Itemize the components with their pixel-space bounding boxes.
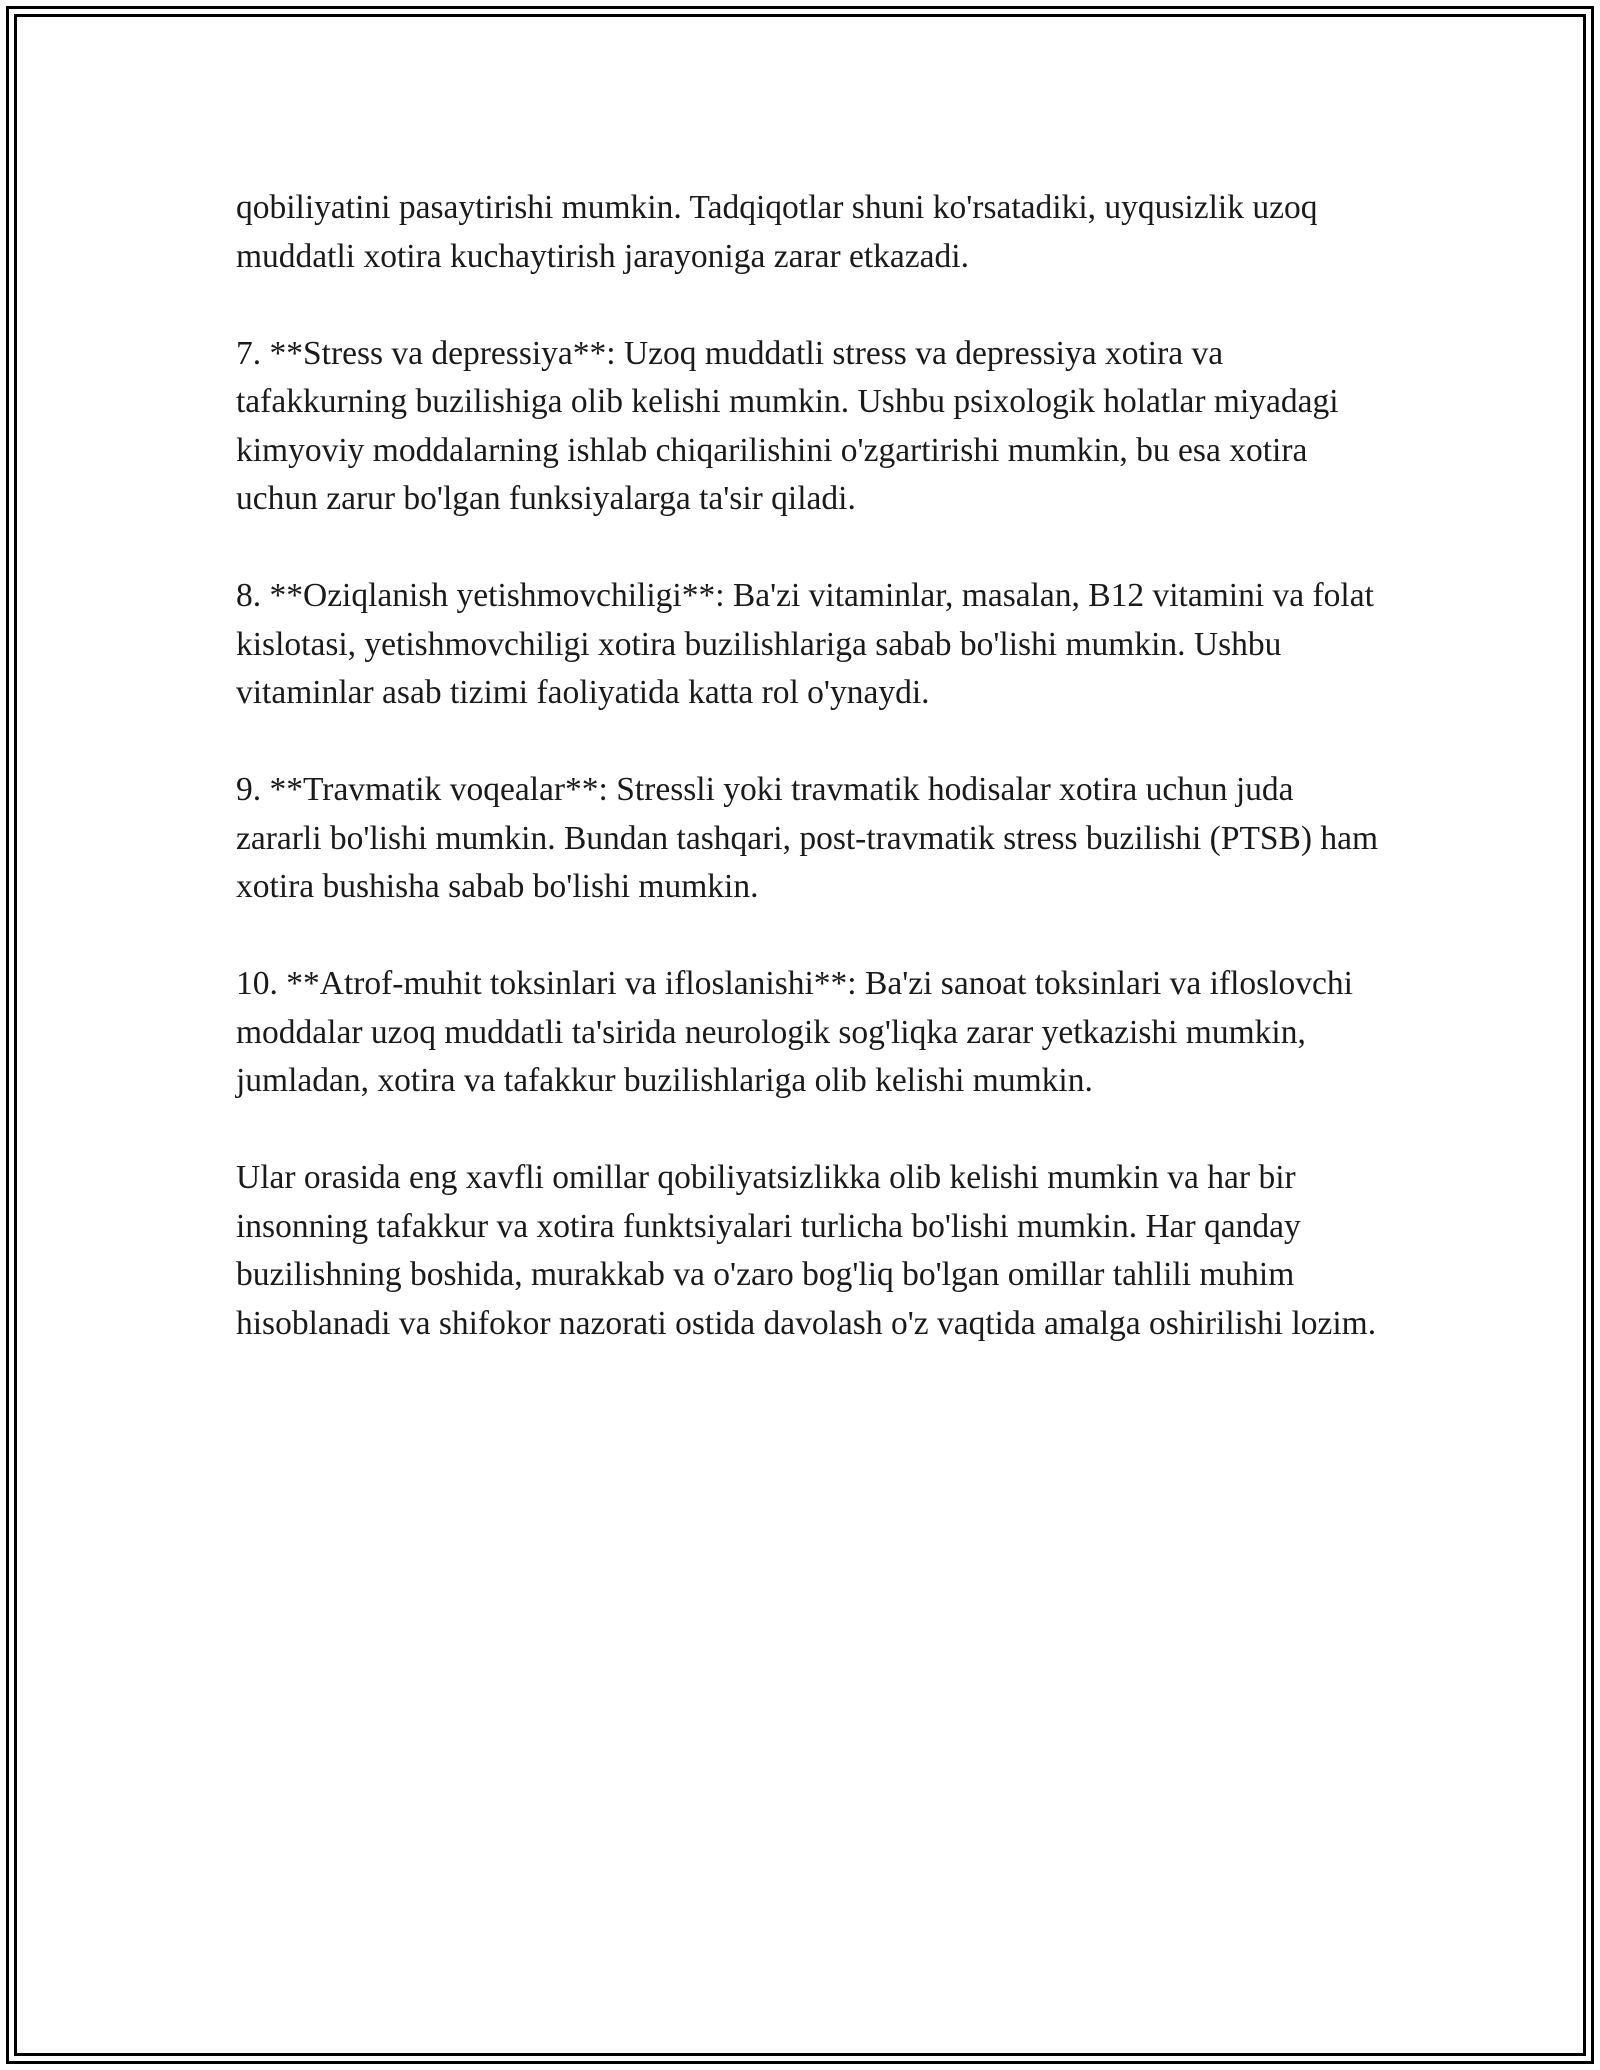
paragraph-item-8: 8. **Oziqlanish yetishmovchiligi**: Ba'zi vitaminlar, masalan, B12 vitamini va folat kislotasi, yetishmovchiligi xotira buzilishlariga sabab bo'lishi mumkin. Ushbu vitaminlar asab tizimi faoliyatida katta rol o'ynaydi. xyxy=(236,577,1374,711)
paragraph-conclusion: Ular orasida eng xavfli omillar qobiliyatsizlikka olib kelishi mumkin va har bir insonning tafakkur va xotira funktsiyalari turlicha bo'lishi mumkin. Har qanday buzilishning boshida, murakkab va o'zaro bog'liq bo'lgan omillar tahlili muhim hisoblanadi va shifokor nazorati ostida davolash o'z vaqtida amalga oshirilishi lozim. xyxy=(236,1159,1377,1342)
paragraph-item-7: 7. **Stress va depressiya**: Uzoq muddatli stress va depressiya xotira va tafakkurning buzilishiga olib kelishi mumkin. Ushbu psixologik holatlar miyadagi kimyoviy moddalarning ishlab chiqarilishini o'zgartirishi mumkin, bu esa xotira uchun zarur bo'lgan funksiyalarga ta'sir qiladi. xyxy=(236,334,1339,517)
paragraph-continuation: qobiliyatini pasaytirishi mumkin. Tadqiqotlar shuni ko'rsatadiki, uyqusizlik uzoq muddatli xotira kuchaytirish jarayoniga zarar etkazadi. xyxy=(236,189,1318,275)
paragraph-item-9: 9. **Travmatik voqealar**: Stressli yoki travmatik hodisalar xotira uchun juda zararli bo'lishi mumkin. Bundan tashqari, post-travmatik stress buzilishi (PTSB) ham xotira bushisha sabab bo'lishi mumkin. xyxy=(236,771,1379,905)
paragraph-item-10: 10. **Atrof-muhit toksinlari va ifloslanishi**: Ba'zi sanoat toksinlari va ifloslovchi moddalar uzoq muddatli ta'sirida neurologik sog'liqka zarar yetkazishi mumkin, jumladan, xotira va tafakkur buzilishlariga olib kelishi mumkin. xyxy=(236,965,1353,1099)
document-body xyxy=(236,184,1386,1348)
